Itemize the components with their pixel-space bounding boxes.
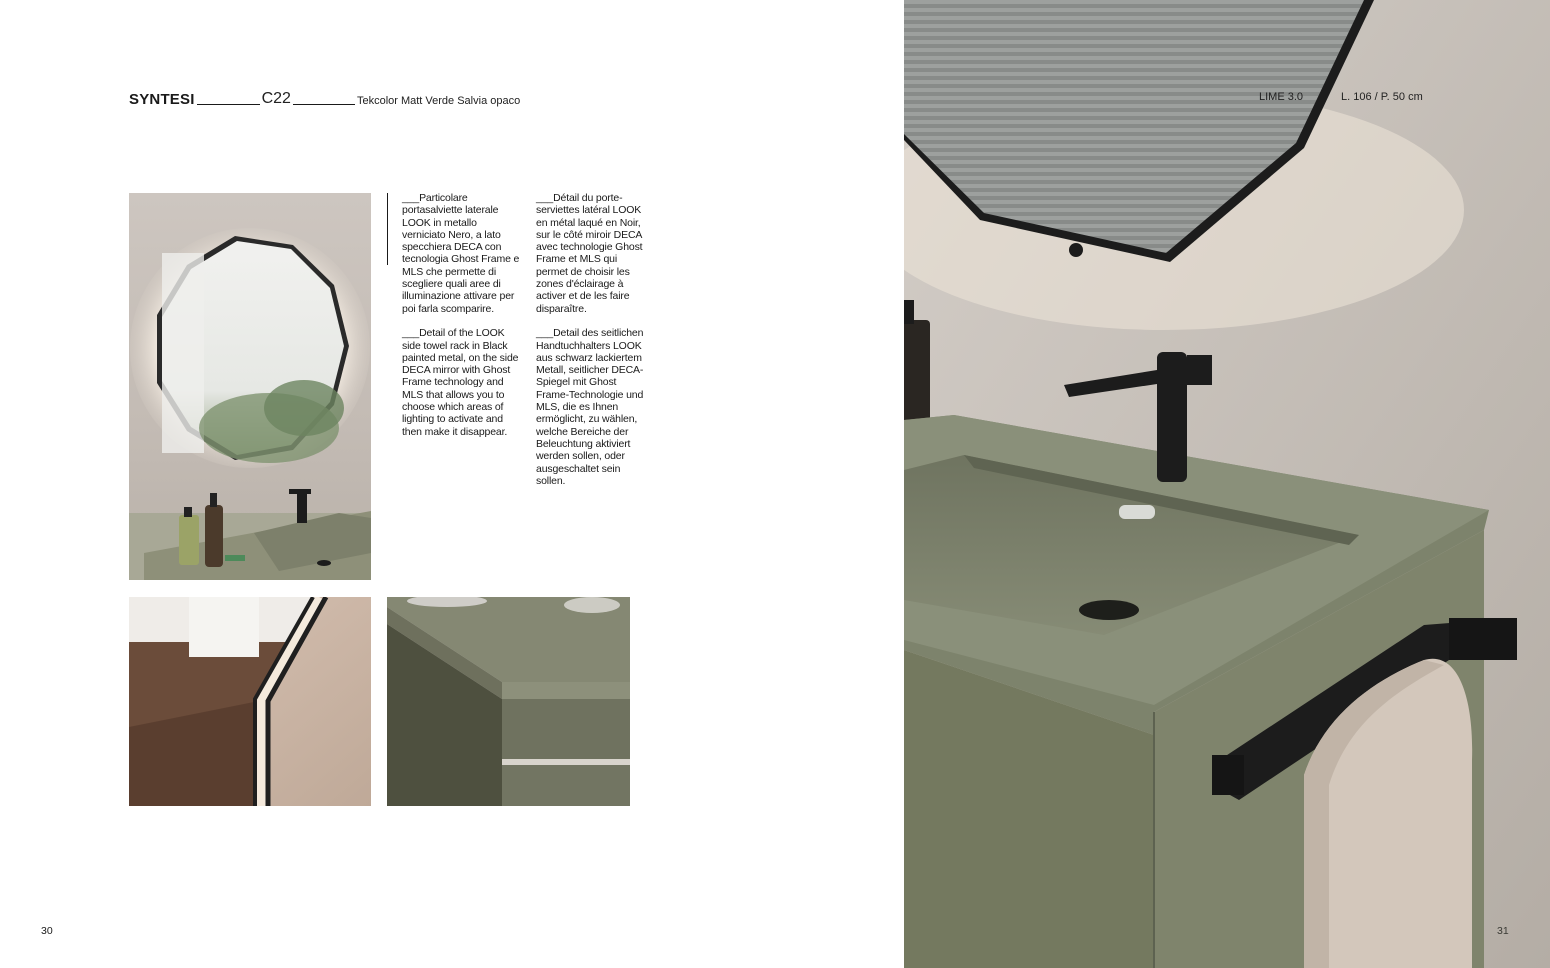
- description-german: ___Detail des seitlichen Handtuchhalters LOOK aus schwarz lackiertem Metall, seitlicher DECA-Spiegel mit Ghost Frame-Technologie und MLS, die es Ihnen ermöglicht, zu wählen, welche Bereiche der Beleuchtung aktiviert werden sollen, oder ausgeschaltet sein sollen.: [536, 327, 644, 487]
- page-number-left: 30: [41, 925, 53, 937]
- brand-name: SYNTESI: [129, 91, 195, 108]
- mirror-photo: [129, 193, 371, 580]
- description-french: ___Détail du porte-serviettes latéral LOOK en métal laqué en Noir, sur le côté miroir DECA avec technologie Ghost Frame et MLS qui permet de choisir les zones d'éclairage à activer et de les faire disparaître.: [536, 192, 643, 315]
- description-column-it-en: [402, 192, 522, 450]
- mirror-corner-photo: [129, 597, 371, 806]
- header-rule: [293, 104, 355, 105]
- main-vanity-photo: [904, 0, 1550, 968]
- description-italian: ___Particolare portasalviette laterale LOOK in metallo verniciato Nero, a lato specchiera DECA con tecnologia Ghost Frame e MLS che permette di scegliere quali aree di illuminazione attivare per poi farla scomparire.: [402, 192, 520, 315]
- cabinet-detail-illustration: [387, 597, 630, 806]
- collection-label: LIME 3.0: [1259, 91, 1304, 103]
- header-rule: [197, 104, 260, 105]
- description-column-fr-de: [536, 192, 648, 499]
- vanity-illustration: [904, 0, 1550, 968]
- model-code: C22: [261, 90, 291, 107]
- text-divider: [387, 193, 388, 265]
- mirror-corner-illustration: [129, 597, 371, 806]
- cabinet-detail-photo: [387, 597, 630, 806]
- page-header: [129, 86, 520, 108]
- page-number-right: 31: [1497, 925, 1509, 937]
- mirror-illustration: [129, 193, 371, 580]
- finish-label: Tekcolor Matt Verde Salvia opaco: [356, 95, 521, 107]
- dimensions-label: L. 106 / P. 50 cm: [1341, 91, 1423, 103]
- description-english: ___Detail of the LOOK side towel rack in Black painted metal, on the side DECA mirror with Ghost Frame technology and MLS that allows you to choose which areas of lighting to activate and then make it disappear.: [402, 327, 519, 438]
